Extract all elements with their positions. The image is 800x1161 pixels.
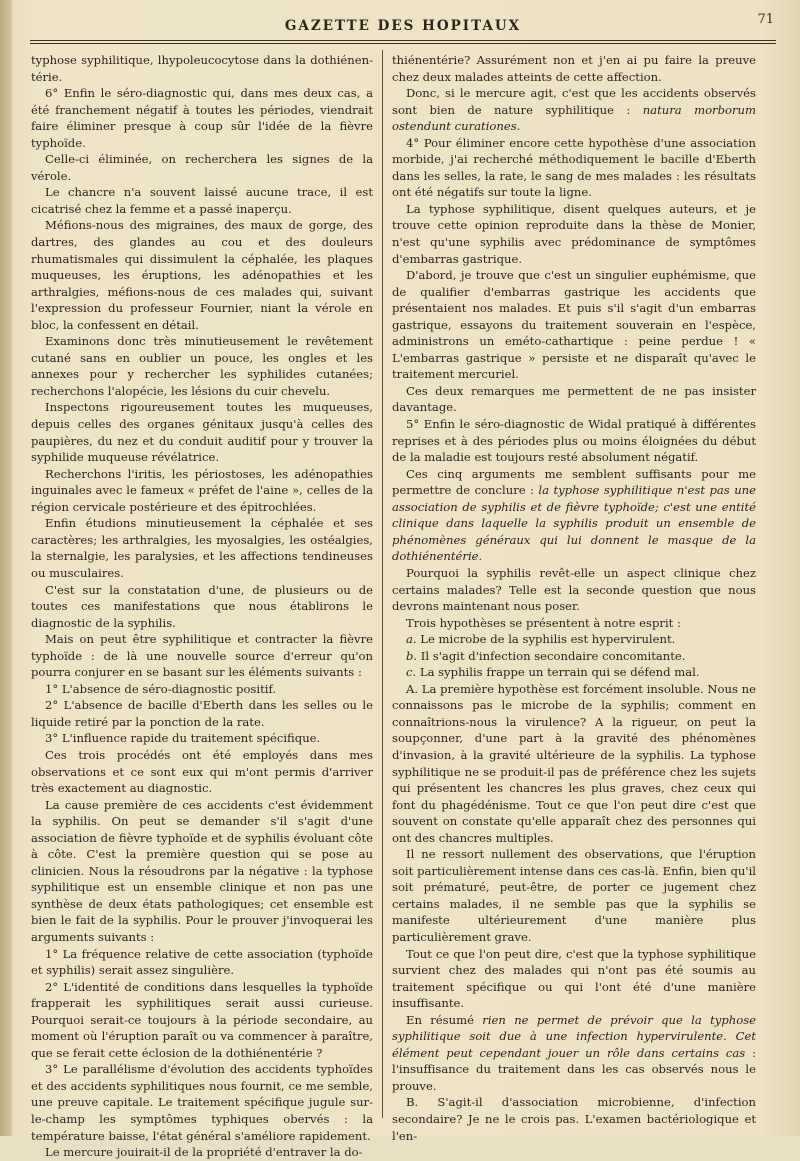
paragraph: thiénentérie? Assurément non et j'en ai pu faire la preuve chez deux malades atteints de cette affection. xyxy=(392,53,756,84)
paragraph: Ces trois procédés ont été employés dans mes observations et ce sont eux qui m'ont permis d'arriver très exactement au diagnostic. xyxy=(31,747,373,796)
binding-edge xyxy=(0,0,12,1136)
right-column xyxy=(392,52,756,1144)
italic-text: la typhose syphilitique n'est pas une association de syphilis et de fièvre typhoïde; c'est une entité clinique dans laquelle la syphilis produit un ensemble de phénomènes généraux qui lui donnent le masque de la dothiénentérie. xyxy=(392,483,756,564)
paragraph: C'est sur la constatation d'une, de plusieurs ou de toutes ces manifestations que nous établirons le diagnostic de la syphilis. xyxy=(31,582,373,630)
paragraph: 2° L'identité de conditions dans lesquelles la typhoïde frapperait les syphilitiques serait aussi curieuse. Pourquoi serait-ce toujours à la période secondaire, au moment où l'éruption paraît ou va commencer à paraître, que se ferait cette éclosion de la dothiénentérie ? xyxy=(31,979,373,1060)
paragraph: Tout ce que l'on peut dire, c'est que la typhose syphilitique survient chez des malades qui n'ont pas été soumis au traitement spécifique ou qui l'ont été d'une manière insuffisante. xyxy=(392,946,756,1011)
paragraph: A. La première hypothèse est forcément insoluble. Nous ne connaissons pas le microbe de la syphilis; comment en connaîtrions-nous la virulence? A la rigueur, on peut la soupçonner, d'une part à la gravité des phénomènes d'invasion, à la gravité ultérieure de la syphilis. La typhose syphilitique ne se produit-il pas de préférence chez les sujets qui présentent les chancres les plus graves, chez ceux qui font du phagédénisme. Tout ce que l'on peut dire c'est que souvent on constate qu'elle apparaît chez des personnes qui ont des chancres multiples. xyxy=(392,681,756,845)
paragraph: Mais on peut être syphilitique et contracter la fièvre typhoïde : de là une nouvelle source d'erreur qu'on pourra conjurer en se basant sur les éléments suivants : xyxy=(31,632,373,680)
paragraph: 3° L'influence rapide du traitement spécifique. xyxy=(45,731,321,746)
paragraph: a. Le microbe de la syphilis est hypervirulent. xyxy=(406,632,676,647)
header-rule-thin xyxy=(30,43,776,44)
paragraph: Ces cinq arguments me semblent suffisants pour me permettre de conclure : la typhose syphilitique n'est pas une association de syphilis et de fièvre typhoïde; c'est une entité clinique dans laquelle la syphilis produit un ensemble de phénomènes généraux qui lui donnent le masque de la dothiénentérie. xyxy=(392,466,756,564)
italic-text: c. xyxy=(406,665,417,680)
paragraph: Recherchons l'iritis, les périostoses, les adénopathies inguinales avec le fameux « préfet de l'aine », celles de la région cervicale postérieure et des épitrochlées. xyxy=(31,466,373,514)
paragraph: 2° L'absence de bacille d'Eberth dans les selles ou le liquide retiré par la ponction de la rate. xyxy=(31,698,373,729)
paragraph: Examinons donc très minutieusement le revêtement cutané sans en oublier un pouce, les ongles et les annexes pour y rechercher les syphilides cutanées; recherchons l'alopécie, les lésions du cuir chevelu. xyxy=(31,334,373,398)
paragraph: La typhose syphilitique, disent quelques auteurs, et je trouve cette opinion reproduite dans la thèse de Monier, n'est qu'une syphilis avec prédominance de symptômes d'embarras gastrique. xyxy=(392,201,756,266)
paragraph: Pourquoi la syphilis revêt-elle un aspect clinique chez certains malades? Telle est la seconde question que nous devrons maintenant nous poser. xyxy=(392,565,756,614)
left-column xyxy=(31,52,373,1161)
paragraph: Trois hypothèses se présentent à notre esprit : xyxy=(406,615,681,630)
italic-text: rien ne permet de prévoir que la typhose syphilitique soit due à une infection hypervirulente. Cet élément peut cependant jouer un rôle dans certains cas xyxy=(392,1012,757,1060)
paragraph: Méfions-nous des migraines, des maux de gorge, des dartres, des glandes au cou et des douleurs rhumatismales qui dissimulent la céphalée, les plaques muqueuses, les éruptions, les adénopathies et les arthralgies, méfions-nous de ces malades qui, suivant l'expression du professeur Fournier, niant la vérole en bloc, la confessent en détail. xyxy=(31,218,373,332)
paragraph: D'abord, je trouve que c'est un singulier euphémisme, que de qualifier d'embarras gastrique les accidents que présentaient nos malades. Et puis s'il s'agit d'un embarras gastrique, essayons du traitement souverain en l'espèce, administrons un eméto-cathartique : peine perdue ! « L'embarras gastrique » persiste et ne disparaît qu'avec le traitement mercuriel. xyxy=(392,268,756,382)
page-number: 71 xyxy=(757,12,774,27)
paragraph: Enfin étudions minutieusement la céphalée et ses caractères; les arthralgies, les myosalgies, les ostéalgies, la sternalgie, les paralysies, et les affections tendineuses ou musculaires. xyxy=(31,516,373,580)
paragraph: Le chancre n'a souvent laissé aucune trace, il est cicatrisé chez la femme et a passé inaperçu. xyxy=(31,185,373,216)
paragraph: c. La syphilis frappe un terrain qui se défend mal. xyxy=(406,665,700,680)
paragraph: 3° Le parallélisme d'évolution des accidents typhoïdes et des accidents syphilitiques nous fournit, ce me semble, une preuve capitale. Le traitement spécifique jugule sur-le-champ les symptômes typhiques obervés : la température baisse, l'état général s'améliore rapidement. xyxy=(31,1062,373,1143)
italic-text: natura morborum ostendunt curationes. xyxy=(392,102,756,134)
paragraph: B. S'agit-il d'association microbienne, d'infection secondaire? Je ne le crois pas. L'examen bactériologique et l'en- xyxy=(392,1095,756,1143)
paragraph: typhose syphilitique, lhypoleucocytose dans la dothiénen-térie. xyxy=(31,53,373,84)
paragraph: 4° Pour éliminer encore cette hypothèse d'une association morbide, j'ai recherché méthodiquement le bacille d'Eberth dans les selles, la rate, le sang de mes malades : les résultats ont été négatifs sur toute la ligne. xyxy=(392,135,756,200)
paragraph: En résumé rien ne permet de prévoir que la typhose syphilitique soit due à une infection hypervirulente. Cet élément peut cependant jouer un rôle dans certains cas : l'insuffisance du traitement dans les cas observés nous le prouve. xyxy=(392,1012,757,1093)
italic-text: a. xyxy=(406,632,417,647)
paragraph: Celle-ci éliminée, on recherchera les signes de la vérole. xyxy=(31,152,373,183)
italic-text: b. xyxy=(406,648,418,663)
paragraph: 5° Enfin le séro-diagnostic de Widal pratiqué à différentes reprises et à des périodes plus ou moins éloignées du début de la maladie est toujours resté absolument négatif. xyxy=(392,417,756,465)
paragraph: Inspectons rigoureusement toutes les muqueuses, depuis celles des organes génitaux jusqu'à celles des paupières, du nez et du conduit auditif pour y trouver la syphilide muqueuse révélatrice. xyxy=(31,400,373,465)
page-header xyxy=(30,12,776,42)
paragraph: 6° Enfin le séro-diagnostic qui, dans mes deux cas, a été franchement négatif à toutes les périodes, viendrait faire éliminer presque à coup sûr l'idée de la fièvre typhoïde. xyxy=(31,86,373,150)
paragraph: Le mercure jouirait-il de la propriété d'entraver la do- xyxy=(45,1145,363,1160)
journal-title: GAZETTE DES HOPITAUX xyxy=(284,18,522,34)
column-separator xyxy=(382,50,383,1118)
paragraph: 1° La fréquence relative de cette association (typhoïde et syphilis) serait assez singulière. xyxy=(31,946,373,978)
paragraph: La cause première de ces accidents c'est évidemment la syphilis. On peut se demander s'il s'agit d'une association de fièvre typhoïde et de syphilis évoluant côte à côte. C'est la première question qui se pose au clinicien. Nous la résoudrons par la négative : la typhose syphilitique est un ensemble clinique et non pas une synthèse de deux états pathologiques; cet ensemble est bien le fait de la syphilis. Pour le prouver j'invoquerai les arguments suivants : xyxy=(31,797,373,944)
paragraph: 1° L'absence de séro-diagnostic positif. xyxy=(45,681,277,696)
paragraph: Il ne ressort nullement des observations, que l'éruption soit particulièrement intense dans ces cas-là. Enfin, bien qu'il soit prématuré, peut-être, de porter ce jugement chez certains malades, il ne semble pas que la syphilis se manifeste ultérieurement d'une manière plus particulièrement grave. xyxy=(392,847,756,944)
paragraph: b. Il s'agit d'infection secondaire concomitante. xyxy=(406,648,686,663)
paragraph: Donc, si le mercure agit, c'est que les accidents observés sont bien de nature syphilitique : natura morborum ostendunt curationes. xyxy=(392,86,756,134)
header-rule xyxy=(30,40,776,41)
paragraph: Ces deux remarques me permettent de ne pas insister davantage. xyxy=(392,383,756,415)
